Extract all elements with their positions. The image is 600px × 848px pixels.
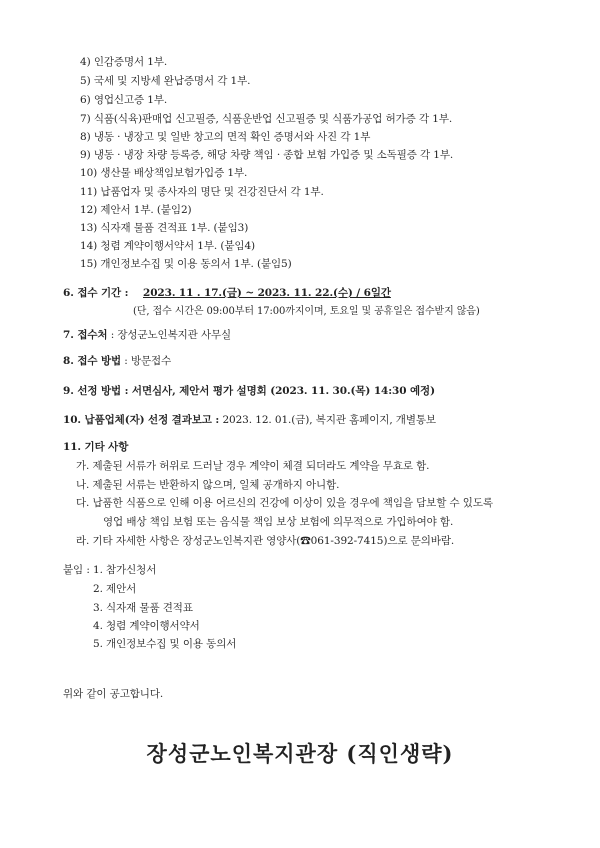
section11-item-da: 다. 납품한 식품으로 인해 이용 어르신의 건강에 이상이 있을 경우에 책임을 담보할 수 있도록	[76, 497, 493, 509]
section11-label: 11. 기타 사항	[63, 441, 129, 453]
attachment-5: 5. 개인정보수집 및 이용 동의서	[93, 638, 237, 650]
doc-item-4: 4) 인감증명서 1부.	[80, 56, 168, 68]
doc-item-6: 6) 영업신고증 1부.	[80, 94, 168, 106]
doc-item-5: 5) 국세 및 지방세 완납증명서 각 1부.	[80, 75, 251, 87]
doc-item-11: 11) 납품업자 및 종사자의 명단 및 건강진단서 각 1부.	[80, 186, 324, 198]
section11-item-na: 나. 제출된 서류는 반환하지 않으며, 일체 공개하지 아니함.	[76, 479, 340, 491]
section6-period: 2023. 11 . 17.(금) ~ 2023. 11. 22.(수) / 6일간	[143, 287, 391, 299]
doc-item-8: 8) 냉동 · 냉장고 및 일반 창고의 면적 확인 증명서와 사진 각 1부	[80, 131, 371, 143]
doc-item-10: 10) 생산물 배상책임보험가입증 1부.	[80, 167, 248, 179]
doc-item-9: 9) 냉동 · 냉장 차량 등록증, 해당 차량 책임 · 종합 보험 가입증 및 소독필증 각 1부.	[80, 149, 454, 161]
attachment-3: 3. 식자재 물품 견적표	[93, 602, 193, 614]
doc-item-15: 15) 개인정보수집 및 이용 동의서 1부. (붙임5)	[80, 258, 292, 270]
signature-title: 장성군노인복지관장 (직인생략)	[146, 741, 454, 766]
section8-value: : 방문접수	[124, 355, 172, 367]
doc-item-13: 13) 식자재 물품 견적표 1부. (붙임3)	[80, 222, 249, 234]
closing-text: 위와 같이 공고합니다.	[63, 688, 164, 700]
section10-value: 2023. 12. 01.(금), 복지관 홈페이지, 개별통보	[222, 414, 436, 426]
section7-value: : 장성군노인복지관 사무실	[110, 329, 232, 341]
section11-item-ga: 가. 제출된 서류가 허위로 드러날 경우 계약이 체결 되더라도 계약을 무효로 함.	[76, 460, 430, 472]
section6-label: 6. 접수 기간 :	[63, 287, 129, 299]
doc-item-14: 14) 청렴 계약이행서약서 1부. (붙임4)	[80, 240, 256, 252]
doc-item-7: 7) 식품(식육)판매업 신고필증, 식품운반업 신고필증 및 식품가공업 허가증 각 1부.	[80, 113, 453, 125]
section6-note: (단, 접수 시간은 09:00부터 17:00까지이며, 토요일 및 공휴일은 접수받지 않음)	[133, 306, 480, 317]
attachment-4: 4. 청렴 계약이행서약서	[93, 620, 200, 632]
section10	[63, 413, 436, 427]
section11-item-ra: 라. 기타 자세한 사항은 장성군노인복지관 영양사(☎061-392-7415)으로 문의바람.	[76, 535, 455, 547]
doc-item-12: 12) 제안서 1부. (붙임2)	[80, 204, 192, 216]
section10-label: 10. 납품업체(자) 선정 결과보고 :	[63, 414, 220, 426]
section7	[63, 328, 231, 342]
section8-label: 8. 접수 방법	[63, 355, 122, 367]
section8	[63, 354, 171, 368]
attachment-2: 2. 제안서	[93, 583, 137, 595]
attachments-label: 붙임 : 1. 참가신청서	[63, 564, 157, 576]
section7-label: 7. 접수처	[63, 329, 108, 341]
section11-item-da-cont: 영업 배상 책임 보험 또는 음식물 책임 보상 보험에 의무적으로 가입하여야 함.	[103, 516, 454, 528]
section9: 9. 선정 방법 : 서면심사, 제안서 평가 설명회 (2023. 11. 30.(목) 14:30 예정)	[63, 385, 435, 397]
